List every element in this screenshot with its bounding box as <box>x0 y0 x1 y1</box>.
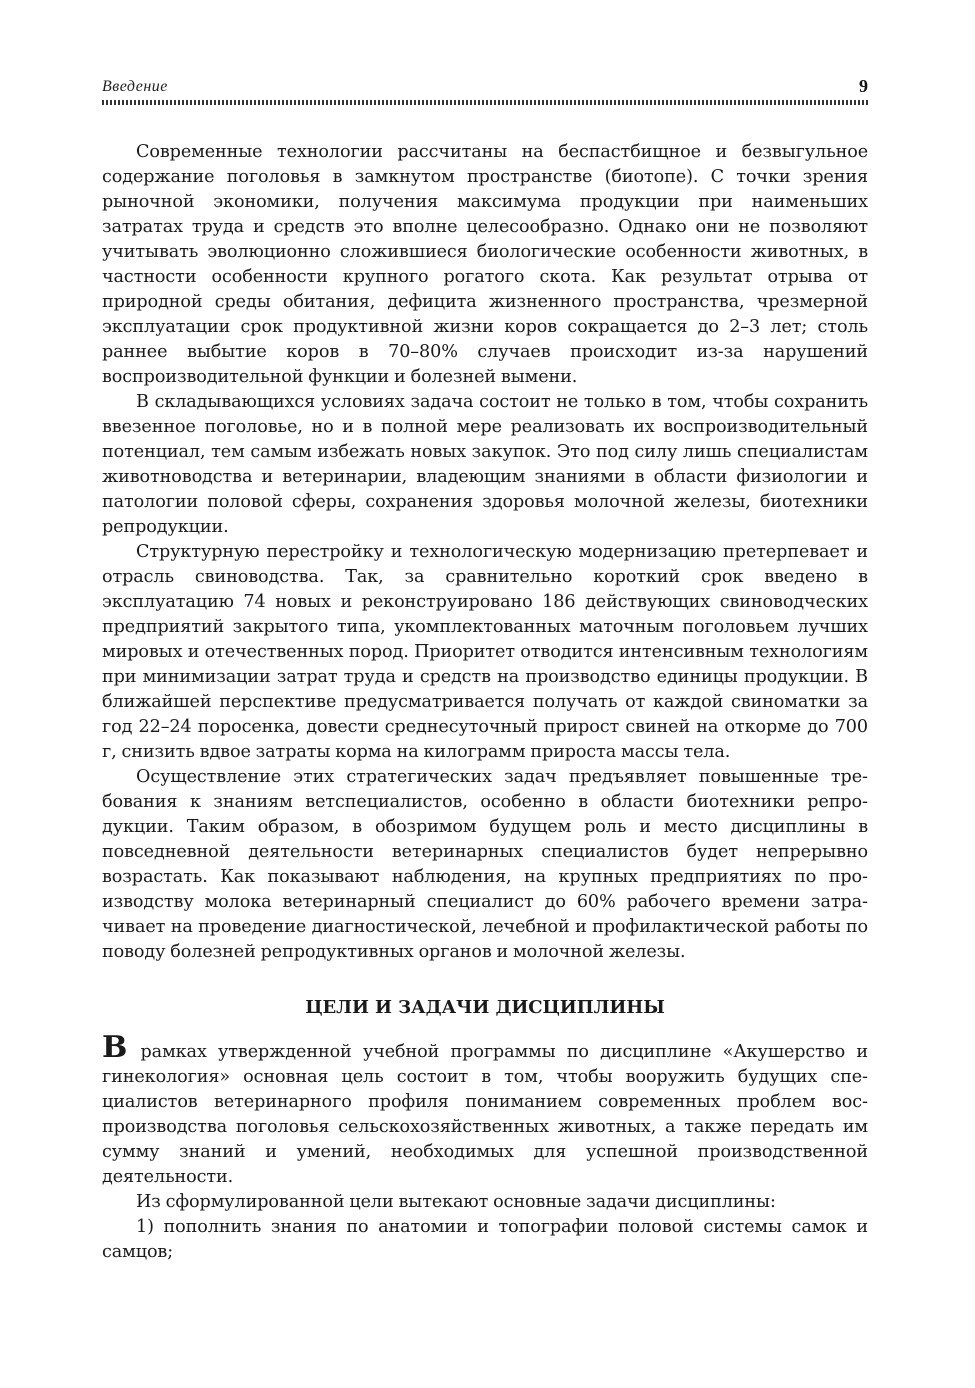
paragraph-technologies: Современные технологии рассчитаны на беспастбищное и безвыгульное содержание поголовья в замкнутом пространстве (биотопе). С точки зрения рыночной экономики, получения максимума продукции при наименьших затратах труда и средств это вполне целесообразно. Однако они не позволяют учитывать эволюционно сложившиеся биологические особенности животных, в частности особенности крупного рогатого скота. Как результат отрыва от природной среды обитания, дефицита жизненного пространства, чрезмерной эксплуатации срок продуктивной жизни коров сокращается до 2–3 лет; столь раннее выбытие коров в 70–80% случаев происходит из-за нарушений воспроизводительной функции и болезней вымени. <box>102 142 868 387</box>
section-heading: ЦЕЛИ И ЗАДАЧИ ДИСЦИПЛИНЫ <box>305 997 665 1018</box>
lead-paragraph-text: рамках утвержденной учебной программы по дисциплине «Акушерство и гинекология» основная цель состоит в том, чтобы вооружить будущих специалистов ветеринарного профиля пониманием современных проблем воспроизводства поголовья сельскохозяйственных животных, а также передать им сумму знаний и умений, необходимых для успешной производственной деятельности. <box>102 1042 868 1187</box>
page-number: 9 <box>859 76 868 96</box>
tasks-intro: Из сформулированной цели вытекают основные задачи дисциплины: <box>136 1192 776 1212</box>
paragraph-pig-farming: Структурную перестройку и технологическую модернизацию претерпевает и отрасль свиноводства. Так, за сравнительно короткий срок введено в эксплуатацию 74 новых и реконструировано 186 действующих свиноводческих предприятий закрытого типа, укомплектованных маточным поголовьем лучших мировых и отечественных пород. Приоритет отводится интенсивным технологиям при минимизации затрат труда и средств на производство единицы продукции. В ближайшей перспективе предусматривается получать от каждой свиноматки за год 22–24 поросенка, довести среднесуточный прирост свиней на откорме до 700 г, снизить вдвое затраты корма на килограмм прироста массы тела. <box>102 542 868 762</box>
running-head <box>102 78 868 100</box>
lead-paragraph <box>102 1030 868 1190</box>
page-body <box>102 140 868 1265</box>
paragraph-strategic-tasks: Осуществление этих стратегических задач предъявляет повышенные требования к знаниям ветспециалистов, особенно в области биотехники репродукции. Таким образом, в обозримом будущем роль и место дисциплины в повседневной деятельности ветеринарных специалистов будет непрерывно возрастать. Как показывают наблюдения, на крупных предприятиях по производству молока ветеринарный специалист до 60% рабочего времени затрачивает на проведение диагностической, лечебной и профилактической работы по поводу болезней репродуктивных органов и молочной железы. <box>102 767 868 962</box>
running-head-section: Введение <box>102 78 168 95</box>
header-dotted-rule <box>102 100 868 105</box>
task-item: 1) пополнить знания по анатомии и топографии половой системы самок и самцов; <box>102 1217 868 1262</box>
drop-cap: В <box>102 1030 128 1065</box>
paragraph-conditions: В складывающихся условиях задача состоит не только в том, чтобы сохранить ввезенное поголовье, но и в полной мере реализовать их воспроизводительный потенциал, тем самым избежать новых закупок. Это под силу лишь специалистам животноводства и ветеринарии, владеющим знаниями в области физиологии и патологии половой сферы, сохранения здоровья молочной железы, биотехники репродукции. <box>102 392 868 537</box>
